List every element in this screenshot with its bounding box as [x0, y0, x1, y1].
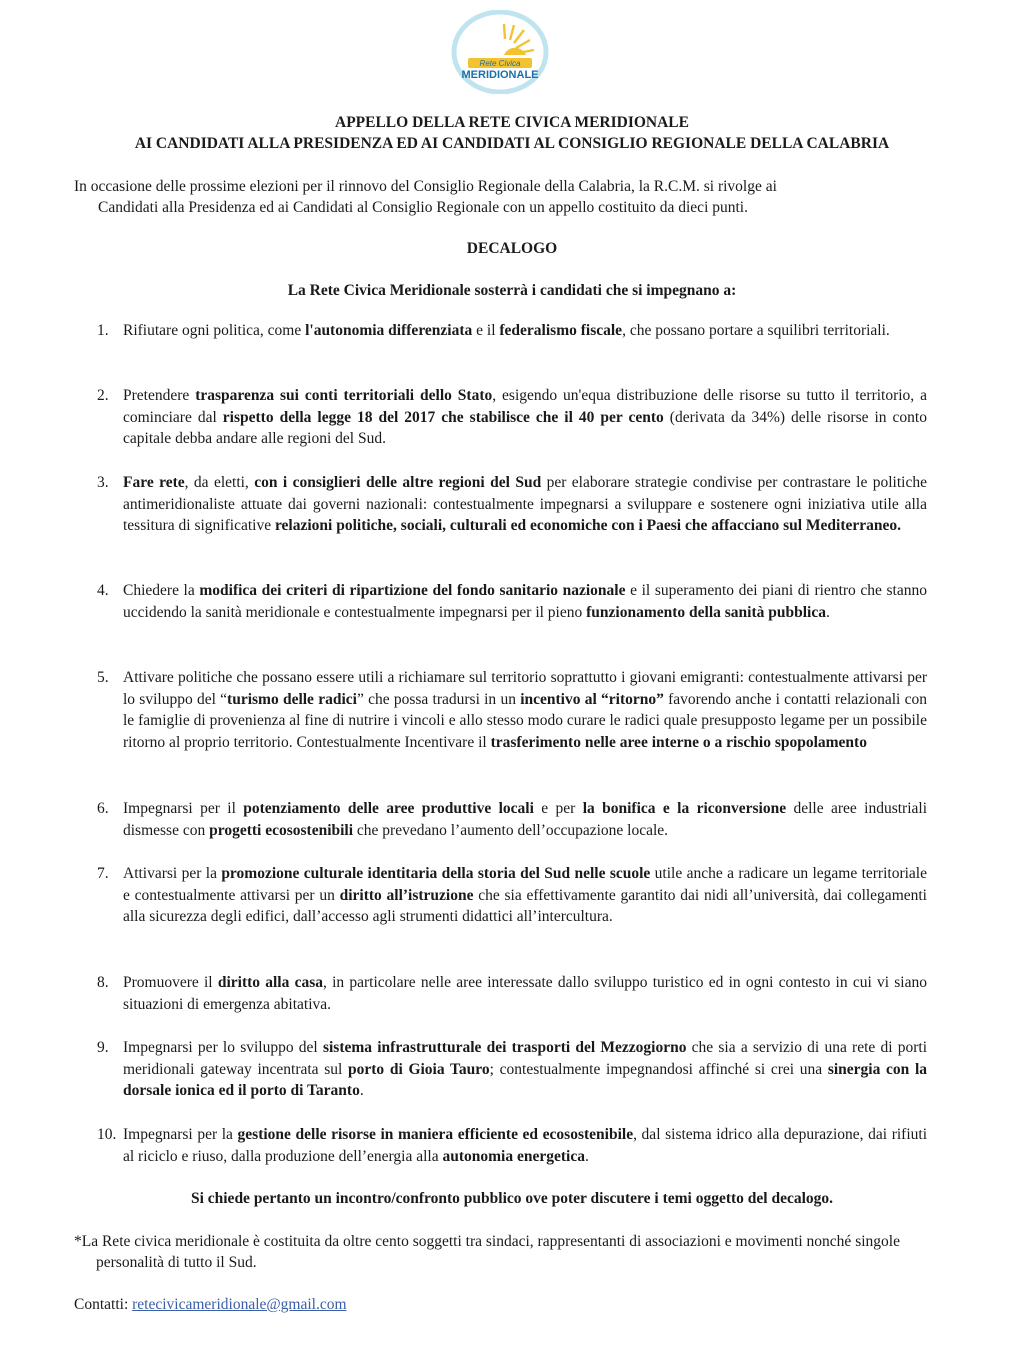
contact-email-link[interactable]: retecivicameridionale@gmail.com — [132, 1296, 347, 1313]
item-plain-text: , esigendo un'equa distribuzione delle risorse su tutto il territorio, a cominciare dal — [123, 387, 927, 426]
item-plain-text: che sia a servizio di una rete di porti meridionali gateway incentrata sul — [123, 1039, 928, 1078]
item-plain-text: che prevedano l’aumento dell’occupazione locale. — [353, 821, 669, 839]
item-text — [123, 472, 927, 537]
item-number: 7. — [97, 865, 109, 882]
decalogo-item-9 — [97, 1037, 927, 1102]
item-plain-text: Impegnarsi per la — [123, 1126, 238, 1143]
logo-line1: Rete Civica — [479, 59, 521, 68]
item-text — [123, 1037, 927, 1102]
item-plain-text: per elaborare strategie condivise per contrastare le politiche antimeridionaliste attuate dai governi nazionali: contestualmente impegnarsi a sviluppare e sostenere ogni iniziativa utile alla tessitura di significative — [123, 474, 927, 535]
item-plain-text: , che possano portare a squilibri territoriali. — [622, 322, 890, 339]
rete-civica-meridionale-logo — [450, 10, 550, 94]
item-bold-text: progetti ecosostenibili — [209, 821, 354, 839]
decalogo-subtitle: La Rete Civica Meridionale sosterrà i candidati che si impegnano a: — [287, 282, 737, 299]
item-bold-text: diritto all’istruzione — [339, 886, 474, 904]
item-bold-text: la bonifica e la riconversione — [582, 800, 787, 817]
item-number: 8. — [97, 974, 109, 991]
item-number: 6. — [97, 800, 109, 817]
item-number: 2. — [97, 387, 109, 404]
item-text — [123, 320, 927, 342]
item-plain-text: ; contestualmente impegnandosi affinché si crei una — [489, 1060, 828, 1078]
item-plain-text: . — [359, 1082, 364, 1100]
item-plain-text: Attivare politiche che possano essere utili a richiamare sul territorio soprattutto i giovani emigranti: contestualmente attivarsi per lo sviluppo del “ — [123, 669, 927, 708]
decalogo-heading: DECALOGO — [466, 240, 558, 257]
item-bold-text: autonomia energetica — [442, 1147, 585, 1165]
item-plain-text: e per — [533, 800, 583, 817]
title-line-2: AI CANDIDATI ALLA PRESIDENZA ED AI CANDIDATI AL CONSIGLIO REGIONALE DELLA CALABRIA — [134, 135, 890, 152]
item-text — [123, 972, 927, 1015]
item-text — [123, 1124, 927, 1167]
item-plain-text: che sia effettivamente garantito dai nidi all’università, dai collegamenti alla sicurezza degli edifici, dall’accesso agli strumenti didattici all’intercultura. — [123, 886, 927, 926]
item-bold-text: trasferimento nelle aree interne o a rischio spopolamento — [490, 734, 867, 752]
item-plain-text: , dal sistema idrico alla depurazione, dai rifiuti al riciclo e riuso, dalla produzione dell’energia alla — [123, 1126, 927, 1165]
item-plain-text: , da eletti, — [184, 474, 255, 491]
decalogo-item-8 — [97, 972, 927, 1015]
decalogo-item-3 — [97, 472, 927, 537]
item-bold-text: porto di Gioia Tauro — [348, 1060, 490, 1078]
item-plain-text: , in particolare nelle aree interessate dallo sviluppo turistico ed in ogni contesto in cui vi siano situazioni di emergenza abitativa. — [123, 974, 927, 1013]
item-number: 10. — [97, 1126, 117, 1143]
item-bold-text: diritto alla casa — [217, 974, 323, 991]
item-bold-text: potenziamento delle aree produttive locali — [243, 800, 534, 817]
item-bold-text: turismo delle radici — [227, 690, 357, 708]
item-number: 1. — [97, 322, 109, 339]
item-plain-text: Impegnarsi per il — [123, 800, 244, 817]
item-text — [123, 863, 927, 928]
closing-request: Si chiede pertanto un incontro/confronto pubblico ove poter discutere i temi oggetto del decalogo. — [190, 1190, 834, 1207]
item-bold-text: promozione culturale identitaria della storia del Sud nelle scuole — [221, 865, 651, 882]
decalogo-item-2 — [97, 385, 927, 450]
item-plain-text: Promuovere il — [123, 974, 218, 991]
decalogo-item-5 — [97, 667, 927, 754]
decalogo-item-6 — [97, 798, 927, 841]
contact-line — [74, 1296, 347, 1314]
item-bold-text: sistema infrastrutturale dei trasporti del Mezzogiorno — [322, 1039, 687, 1056]
item-plain-text: favorendo anche i contatti relazionali con le famiglie di provenienza al fine di nutrire i vincoli e allo stesso modo curare le radici quale presupposto legame per un possibile ritorno al proprio territorio. Contestualmente Incentivare il — [123, 690, 927, 752]
item-plain-text: Chiedere la — [123, 582, 200, 599]
item-text — [123, 580, 927, 623]
decalogo-item-10 — [97, 1124, 927, 1167]
item-plain-text: (derivata da 34%) delle risorse in conto capitale debba andare alle regioni del Sud. — [123, 408, 927, 448]
intro-line-2: Candidati alla Presidenza ed ai Candidati al Consiglio Regionale con un appello costituito da dieci punti. — [98, 199, 748, 216]
footnote-text: *La Rete civica meridionale è costituita da oltre cento soggetti tra sindaci, rappresentanti di associazioni e movimenti nonché singole personalità di tutto il Sud. — [74, 1233, 900, 1271]
item-bold-text: funzionamento della sanità pubblica — [586, 603, 826, 621]
logo-line2: MERIDIONALE — [461, 69, 539, 81]
title-line-1: APPELLO DELLA RETE CIVICA MERIDIONALE — [335, 114, 689, 131]
intro-paragraph — [74, 176, 928, 218]
decalogo-item-1 — [97, 320, 927, 342]
item-bold-text: sinergia con la dorsale ionica ed il porto di Taranto — [123, 1060, 927, 1100]
item-number: 4. — [97, 582, 109, 599]
item-text — [123, 667, 927, 754]
item-plain-text: Attivarsi per la — [123, 865, 222, 882]
item-bold-text: federalismo fiscale — [499, 322, 623, 339]
contact-label: Contatti: — [74, 1296, 133, 1313]
item-bold-text: Fare rete — [123, 474, 185, 491]
item-plain-text: Pretendere — [123, 387, 196, 404]
item-plain-text: . — [584, 1147, 589, 1165]
item-plain-text: Rifiutare ogni politica, come — [123, 322, 306, 339]
item-plain-text: utile anche a radicare un legame territoriale e contestualmente attivarsi per un — [123, 865, 927, 904]
item-bold-text: relazioni politiche, sociali, culturali ed economiche con i Paesi che affacciano sul Mediterraneo. — [274, 517, 902, 535]
item-number: 3. — [97, 474, 109, 491]
item-plain-text: e il superamento dei piani di rientro che stanno uccidendo la sanità meridionale e contestualmente impegnarsi per il pieno — [123, 582, 927, 621]
decalogo-item-4 — [97, 580, 927, 623]
item-number: 5. — [97, 669, 109, 686]
item-bold-text: incentivo al “ritorno” — [520, 690, 664, 708]
item-plain-text: . — [826, 603, 830, 621]
item-plain-text: e il — [472, 322, 500, 339]
item-bold-text: l'autonomia differenziata — [305, 322, 473, 339]
item-plain-text: Impegnarsi per lo sviluppo del — [123, 1039, 323, 1056]
item-bold-text: trasparenza sui conti territoriali dello Stato — [195, 387, 493, 404]
decalogo-item-7 — [97, 863, 927, 928]
item-bold-text: gestione delle risorse in maniera efficiente ed ecosostenibile — [237, 1126, 634, 1143]
item-plain-text: delle aree industriali dismesse con — [123, 800, 928, 839]
item-text — [123, 385, 927, 450]
item-bold-text: con i consiglieri delle altre regioni del Sud — [254, 474, 542, 491]
intro-line-1: In occasione delle prossime elezioni per il rinnovo del Consiglio Regionale della Calabria, la R.C.M. si rivolge ai — [74, 178, 777, 195]
footnote — [74, 1231, 928, 1273]
item-bold-text: rispetto della legge 18 del 2017 che stabilisce che il 40 per cento — [222, 408, 664, 426]
item-text — [123, 798, 927, 841]
item-number: 9. — [97, 1039, 109, 1056]
item-plain-text: ” che possa tradursi in un — [356, 690, 521, 708]
item-bold-text: modifica dei criteri di ripartizione del fondo sanitario nazionale — [199, 582, 626, 599]
